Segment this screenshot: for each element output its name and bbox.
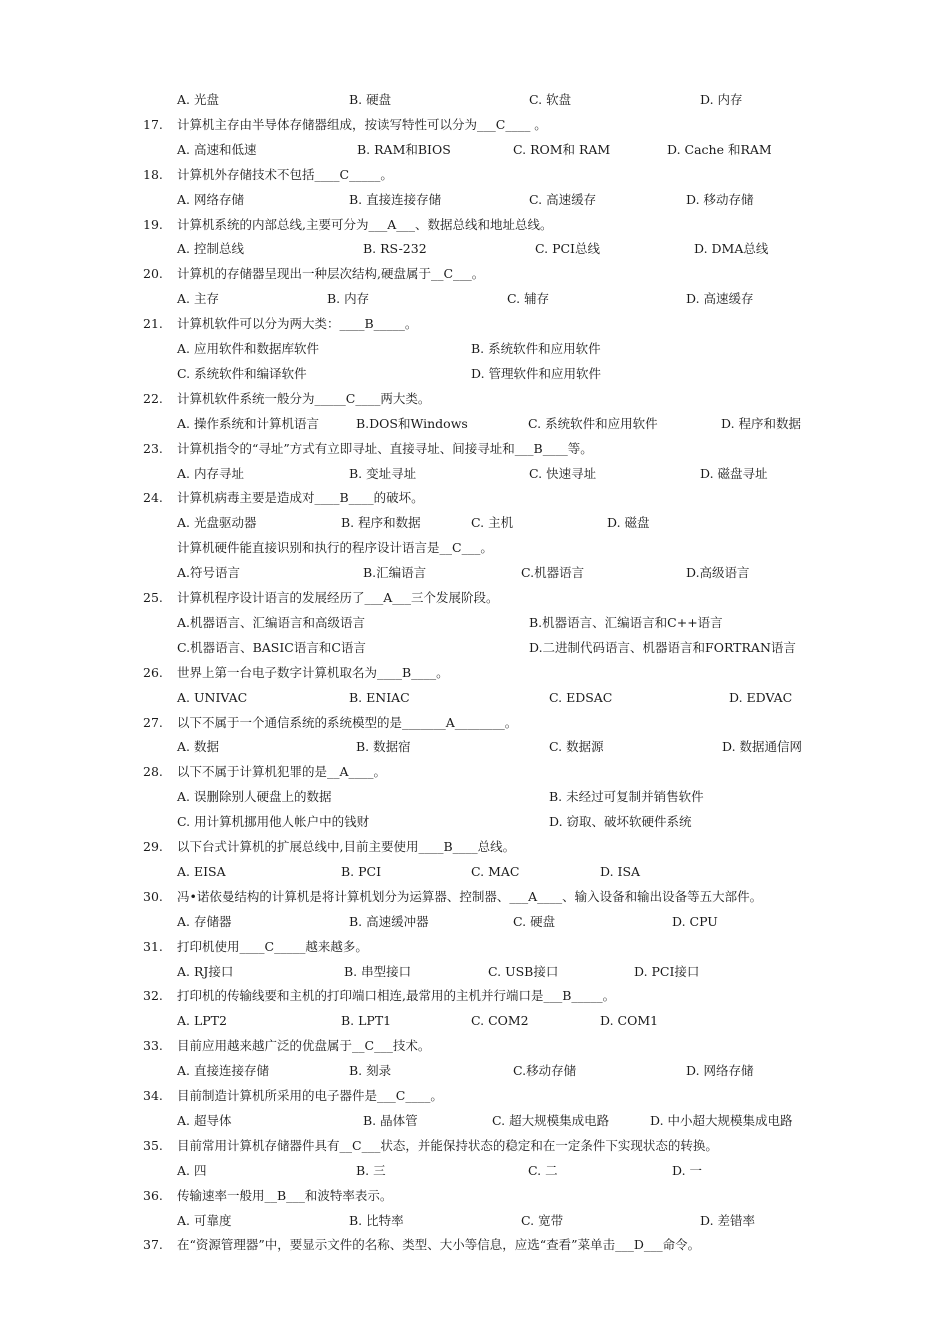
answer-option: A. 光盘驱动器: [177, 515, 257, 531]
question-text: 打印机使用____C_____越来越多。: [177, 938, 368, 954]
question-text: 计算机软件系统一般分为_____C____两大类。: [177, 390, 431, 406]
option-row: [0, 88, 950, 113]
question-text: 计算机病毒主要是造成对____B____的破坏。: [177, 490, 424, 506]
answer-option: C. ROM和 RAM: [513, 141, 611, 157]
answer-option: B. 晶体管: [363, 1112, 418, 1128]
answer-option: A. 数据: [177, 739, 219, 755]
question-number: 34.: [143, 1088, 163, 1103]
question-number: 26.: [143, 664, 163, 680]
answer-option: C.机器语言、BASIC语言和C语言: [177, 639, 366, 655]
question-number: 27.: [143, 714, 163, 730]
question-text: 计算机主存由半导体存储器组成，按读写特性可以分为___C____ 。: [177, 116, 547, 132]
answer-option: C. 软盘: [529, 92, 572, 107]
option-row: [0, 511, 950, 536]
option-row: [0, 860, 950, 885]
answer-option: B.汇编语言: [363, 565, 427, 581]
question-number: 18.: [143, 166, 163, 182]
question-number: 25.: [143, 590, 163, 605]
answer-option: D. 磁盘: [607, 515, 650, 531]
question-row: [0, 1184, 950, 1209]
question-text: 计算机指令的“寻址”方式有立即寻址、直接寻址、间接寻址和___B____等。: [177, 440, 593, 456]
answer-option: D.高级语言: [686, 565, 750, 581]
answer-option: B. 高速缓冲器: [349, 913, 429, 929]
answer-option: C. 快速寻址: [529, 465, 597, 481]
question-row: [0, 213, 950, 238]
answer-option: C. 超大规模集成电路: [492, 1112, 610, 1128]
option-row: [0, 686, 950, 711]
question-text: 计算机的存储器呈现出一种层次结构,硬盘属于__C___。: [177, 266, 485, 282]
question-number: 21.: [143, 316, 163, 332]
answer-option: D. 网络存储: [686, 1063, 754, 1079]
question-text: 计算机程序设计语言的发展经历了___A___三个发展阶段。: [177, 590, 499, 605]
question-row: [0, 711, 950, 736]
option-row: [0, 910, 950, 935]
answer-option: C. USB接口: [488, 963, 559, 979]
question-number: 28.: [143, 764, 163, 780]
option-row: [0, 785, 950, 810]
question-number: 36.: [143, 1187, 163, 1203]
answer-option: B. 数据宿: [356, 739, 411, 755]
question-text: 以下不属于一个通信系统的系统模型的是_______A________。: [177, 714, 518, 730]
answer-option: D. 程序和数据: [721, 415, 802, 431]
answer-option: B. ENIAC: [349, 689, 410, 705]
answer-option: A.机器语言、汇编语言和高级语言: [177, 614, 366, 630]
answer-option: D. 中小超大规模集成电路: [650, 1112, 793, 1128]
answer-option: D. 高速缓存: [686, 291, 754, 307]
answer-option: D. CPU: [672, 913, 718, 929]
question-number: 37.: [143, 1237, 163, 1253]
question-row: [0, 1084, 950, 1109]
answer-option: D. 内存: [700, 92, 743, 107]
answer-option: A. 存储器: [177, 913, 232, 929]
question-text: 以下台式计算机的扩展总线中,目前主要使用____B____总线。: [177, 839, 516, 854]
answer-option: C. 二: [528, 1162, 558, 1178]
question-row: [0, 885, 950, 910]
option-row: [0, 636, 950, 661]
answer-option: A. 内存寻址: [177, 465, 244, 481]
option-row: [0, 188, 950, 213]
answer-option: C. 高速缓存: [529, 191, 597, 207]
question-row: [0, 1034, 950, 1059]
answer-option: D.二进制代码语言、机器语言和FORTRAN语言: [529, 639, 796, 655]
question-row: [0, 586, 950, 611]
question-row: [0, 760, 950, 785]
question-number: 35.: [143, 1137, 163, 1153]
question-text: 打印机的传输线要和主机的打印端口相连,最常用的主机并行端口是___B_____。: [177, 988, 616, 1004]
question-text: 冯•诺依曼结构的计算机是将计算机划分为运算器、控制器、___A____、输入设备和输出设备等五大部件。: [177, 888, 763, 904]
question-row: [0, 486, 950, 511]
answer-option: D. DMA总线: [694, 241, 769, 257]
answer-option: D. 一: [672, 1162, 703, 1178]
answer-option: A. LPT2: [177, 1013, 227, 1029]
answer-option: B. 硬盘: [349, 92, 392, 107]
question-row: [0, 1233, 950, 1258]
answer-option: A. 超导体: [177, 1112, 232, 1128]
answer-option: B.DOS和Windows: [356, 415, 468, 431]
answer-option: D. ISA: [600, 863, 641, 879]
answer-option: B. RS-232: [363, 241, 427, 257]
option-row: [0, 362, 950, 387]
option-row: [0, 1209, 950, 1234]
answer-option: C. COM2: [471, 1013, 529, 1029]
answer-option: C. 系统软件和应用软件: [528, 415, 658, 431]
answer-option: A. 高速和低速: [177, 141, 257, 157]
answer-option: B. 系统软件和应用软件: [471, 341, 601, 356]
answer-option: B. 三: [356, 1162, 386, 1178]
answer-option: A. 可靠度: [177, 1212, 232, 1228]
option-row: [0, 1059, 950, 1084]
answer-option: A. 直接连接存储: [177, 1063, 269, 1079]
answer-option: D. EDVAC: [729, 689, 793, 705]
answer-option: A. 四: [177, 1162, 207, 1178]
answer-option: C. EDSAC: [549, 689, 613, 705]
answer-option: B. 内存: [327, 291, 370, 307]
question-row: [0, 113, 950, 138]
option-row: [0, 561, 950, 586]
answer-option: C. 用计算机挪用他人帐户中的钱财: [177, 814, 370, 830]
answer-option: C. 宽带: [521, 1212, 564, 1228]
option-row: [0, 735, 950, 760]
answer-option: B. 刻录: [349, 1063, 392, 1079]
answer-option: B. 变址寻址: [349, 465, 417, 481]
option-row: [0, 960, 950, 985]
answer-option: A. RJ接口: [177, 963, 234, 979]
answer-option: D. 管理软件和应用软件: [471, 365, 602, 381]
answer-option: D. COM1: [600, 1013, 659, 1029]
answer-option: D. 数据通信网: [722, 739, 803, 755]
option-row: [0, 810, 950, 835]
answer-option: D. PCI接口: [634, 963, 700, 979]
question-text: 目前制造计算机所采用的电子器件是___C____。: [177, 1088, 443, 1103]
option-row: [0, 1109, 950, 1134]
answer-option: B. 程序和数据: [341, 515, 421, 531]
question-row: [0, 312, 950, 337]
question-number: 29.: [143, 839, 163, 854]
question-number: 30.: [143, 888, 163, 904]
question-row: [0, 661, 950, 686]
question-row: [0, 437, 950, 462]
question-text: 世界上第一台电子数字计算机取名为____B____。: [177, 664, 449, 680]
answer-option: D. 窃取、破坏软硬件系统: [549, 814, 692, 830]
answer-option: D. 磁盘寻址: [700, 465, 768, 481]
option-row: [0, 462, 950, 487]
question-number: 31.: [143, 938, 163, 954]
question-number: 22.: [143, 390, 163, 406]
answer-option: A. 主存: [177, 291, 219, 307]
question-text: 计算机软件可以分为两大类：____B_____。: [177, 316, 418, 332]
answer-option: D. 差错率: [700, 1212, 756, 1228]
option-row: [0, 412, 950, 437]
answer-option: B. 串型接口: [344, 963, 412, 979]
answer-option: A. EISA: [177, 863, 226, 879]
question-row: [0, 1134, 950, 1159]
question-number: 19.: [143, 216, 163, 232]
question-text: 以下不属于计算机犯罪的是__A____。: [177, 764, 387, 780]
option-row: [0, 337, 950, 362]
answer-option: B. RAM和BIOS: [357, 141, 451, 157]
question-row: [0, 984, 950, 1009]
option-row: [0, 237, 950, 262]
question-row: [0, 262, 950, 287]
question-text: 传输速率一般用__B___和波特率表示。: [177, 1187, 393, 1203]
answer-option: C.机器语言: [521, 565, 585, 581]
answer-option: D. 移动存储: [686, 191, 754, 207]
answer-option: A. 网络存储: [177, 191, 244, 207]
answer-option: C. 主机: [471, 515, 514, 531]
answer-option: C.移动存储: [513, 1063, 577, 1079]
answer-option: C. 系统软件和编译软件: [177, 365, 307, 381]
answer-option: B. LPT1: [341, 1013, 392, 1029]
answer-option: A. 误删除别人硬盘上的数据: [177, 789, 332, 805]
answer-option: A. 光盘: [177, 92, 219, 107]
answer-option: C. PCI总线: [535, 241, 600, 257]
answer-option: B. 未经过可复制并销售软件: [549, 789, 704, 805]
option-row: [0, 138, 950, 163]
question-number: 20.: [143, 266, 163, 282]
answer-option: C. MAC: [471, 863, 520, 879]
answer-option: A.符号语言: [177, 565, 241, 581]
question-text: 计算机系统的内部总线,主要可分为___A___、数据总线和地址总线。: [177, 216, 553, 232]
answer-option: D. Cache 和RAM: [667, 141, 772, 157]
question-number: 33.: [143, 1038, 163, 1054]
answer-option: A. UNIVAC: [177, 689, 248, 705]
question-row: [0, 163, 950, 188]
answer-option: C. 辅存: [507, 291, 550, 307]
question-number: 17.: [143, 116, 163, 132]
question-row: [0, 835, 950, 860]
question-text: 计算机外存储技术不包括____C_____。: [177, 166, 393, 182]
answer-option: C. 数据源: [549, 739, 604, 755]
option-row: [0, 1009, 950, 1034]
answer-option: A. 操作系统和计算机语言: [177, 415, 319, 431]
question-row: [0, 387, 950, 412]
question-number: 23.: [143, 440, 163, 456]
answer-option: B.机器语言、汇编语言和C++语言: [529, 614, 723, 630]
question-row: [0, 536, 950, 561]
answer-option: C. 硬盘: [513, 913, 556, 929]
question-text: 在“资源管理器”中，要显示文件的名称、类型、大小等信息，应选“查看”菜单击___D___命令。: [177, 1237, 701, 1253]
question-number: 24.: [143, 490, 163, 506]
option-row: [0, 611, 950, 636]
question-text: 目前常用计算机存储器件具有__C___状态，并能保持状态的稳定和在一定条件下实现状态的转换。: [177, 1137, 718, 1153]
question-text: 目前应用越来越广泛的优盘属于__C___技术。: [177, 1038, 431, 1054]
question-text: 计算机硬件能直接识别和执行的程序设计语言是__C___。: [177, 540, 493, 556]
answer-option: B. 比特率: [349, 1212, 404, 1228]
option-row: [0, 1159, 950, 1184]
answer-option: A. 控制总线: [177, 241, 244, 257]
answer-option: B. 直接连接存储: [349, 191, 442, 207]
answer-option: A. 应用软件和数据库软件: [177, 341, 319, 356]
answer-option: B. PCI: [341, 863, 382, 879]
option-row: [0, 287, 950, 312]
question-number: 32.: [143, 988, 163, 1004]
question-row: [0, 935, 950, 960]
